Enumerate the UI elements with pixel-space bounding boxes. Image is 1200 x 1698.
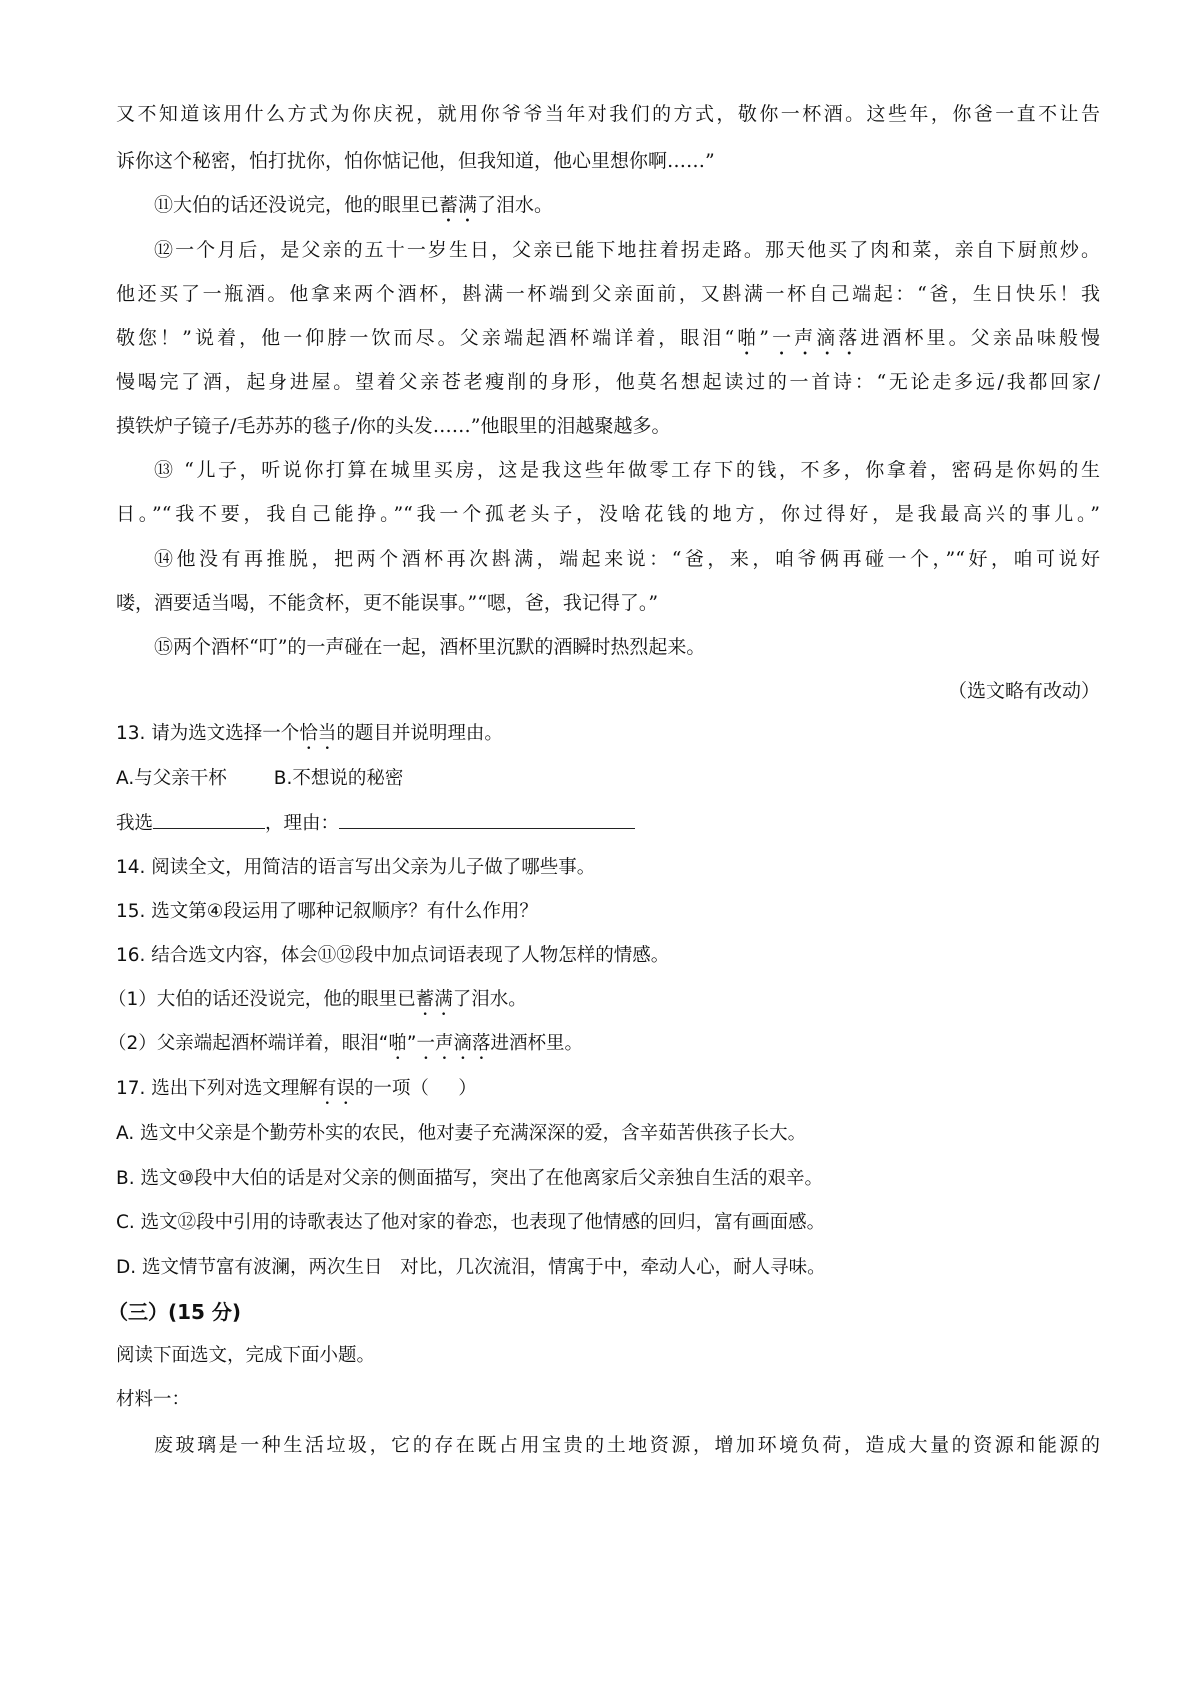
passage-line: 诉你这个秘密，怕打扰你，怕你惦记他，但我知道，他心里想你啊……” [116, 150, 715, 172]
text-run: 我选 [116, 813, 154, 834]
question-17 [116, 1076, 1100, 1109]
text-run: 的题目并说明理由。 [336, 723, 503, 744]
text-run: 了泪水。 [477, 194, 554, 216]
emphasis-word: 啪 [734, 327, 760, 349]
text-run: （2）父亲端起酒杯端详着，眼泪“ [108, 1033, 389, 1054]
question-13 [116, 721, 1100, 754]
text-run: ，理由： [265, 813, 340, 834]
option-c[interactable]: C. 选文⑫段中引用的诗歌表达了他对家的眷恋，也表现了他情感的回归，富有画面感。 [116, 1212, 826, 1233]
source-note: （选文略有改动） [947, 680, 1100, 702]
text-run: ⑪大伯的话还没说完，他的眼里已 [154, 194, 440, 216]
passage-line: 他还买了一瓶酒。他拿来两个酒杯，斟满一杯端到父亲面前，又斟满一杯自己端起：“爸，生日快乐！我 [116, 283, 1100, 305]
emphasis-word: 一声滴落 [416, 1033, 491, 1054]
material-label: 材料一： [116, 1389, 191, 1410]
question-13-answer [116, 810, 1100, 837]
paragraph-15: ⑮两个酒杯“叮”的一声碰在一起，酒杯里沉默的酒瞬时热烈起来。 [154, 636, 706, 658]
paragraph-12: ⑫一个月后，是父亲的五十一岁生日，父亲已能下地拄着拐走路。那天他买了肉和菜，亲自下厨煎炒。 [154, 239, 1100, 261]
text-run: （1）大伯的话还没说完，他的眼里已 [108, 989, 416, 1010]
question-14: 14. 阅读全文，用简洁的语言写出父亲为儿子做了哪些事。 [116, 857, 596, 878]
emphasis-word: 恰当 [299, 723, 337, 744]
emphasis-word: 蓄满 [415, 989, 453, 1010]
text-run: 的一项（ ） [354, 1078, 477, 1099]
text-run: 进酒杯里。 [490, 1033, 583, 1054]
answer-blank[interactable] [153, 810, 265, 829]
reason-blank[interactable] [339, 810, 635, 829]
text-run: 进酒杯里。父亲品味般慢 [860, 327, 1100, 349]
text-run: 17. 选出下列对选文理解 [116, 1078, 318, 1099]
text-run: 了泪水。 [452, 989, 527, 1010]
paragraph-13: ⑬ “儿子，听说你打算在城里买房，这是我这些年做零工存下的钱，不多，你拿着，密码是你妈的生 [154, 459, 1100, 481]
passage-line: 日。”“我不要，我自己能挣。”“我一个孤老头子，没啥花钱的地方，你过得好，是我最高兴的事儿。” [116, 503, 1100, 525]
passage-line: 喽，酒要适当喝，不能贪杯，更不能误事。”“嗯，爸，我记得了。” [116, 592, 659, 614]
section-heading: （三）(15 分) [108, 1300, 242, 1324]
emphasis-word: 啪 [388, 1033, 407, 1054]
text-run: ” [406, 1033, 417, 1054]
passage-line: 慢喝完了酒，起身进屋。望着父亲苍老瘦削的身形，他莫名想起读过的一首诗：“无论走多远/我都回家/ [116, 371, 1100, 393]
paragraph-11 [154, 192, 1100, 227]
material-text: 废玻璃是一种生活垃圾，它的存在既占用宝贵的土地资源，增加环境负荷，造成大量的资源和能源的 [154, 1434, 1100, 1456]
option-b[interactable]: B. 选文⑩段中大伯的话是对父亲的侧面描写，突出了在他离家后父亲独自生活的艰辛。 [116, 1168, 824, 1189]
question-16-2 [108, 1031, 1100, 1064]
text-run: ” [759, 327, 770, 349]
emphasis-word: 有误 [317, 1078, 355, 1099]
option-a[interactable]: A. 选文中父亲是个勤劳朴实的农民，他对妻子充满深深的爱，含辛茹苦供孩子长大。 [116, 1123, 807, 1144]
passage-line [116, 325, 1100, 360]
section-instruction: 阅读下面选文，完成下面小题。 [116, 1345, 376, 1366]
question-16: 16. 结合选文内容，体会⑪⑫段中加点词语表现了人物怎样的情感。 [116, 945, 670, 966]
passage-line: 又不知道该用什么方式为你庆祝，就用你爷爷当年对我们的方式，敬你一杯酒。这些年，你爸一直不让告 [116, 103, 1100, 125]
emphasis-word: 蓄满 [439, 194, 478, 216]
passage-line: 摸铁炉子镜子/毛苏苏的毯子/你的头发……”他眼里的泪越聚越多。 [116, 415, 671, 437]
question-16-1 [108, 987, 1100, 1020]
emphasis-word: 一声滴落 [769, 327, 861, 349]
question-15: 15. 选文第④段运用了哪种记叙顺序？有什么作用？ [116, 901, 538, 922]
question-13-options: A.与父亲干杯 B.不想说的秘密 [116, 768, 404, 789]
option-d[interactable]: D. 选文情节富有波澜，两次生日 对比，几次流泪，情寓于中，牵动人心，耐人寻味。 [116, 1257, 826, 1278]
paragraph-14: ⑭他没有再推脱，把两个酒杯再次斟满，端起来说：“爸，来，咱爷俩再碰一个，”“好，咱可说好 [154, 548, 1100, 570]
text-run: 敬您！”说着，他一仰脖一饮而尽。父亲端起酒杯端详着，眼泪“ [116, 327, 735, 349]
text-run: 13. 请为选文选择一个 [116, 723, 300, 744]
